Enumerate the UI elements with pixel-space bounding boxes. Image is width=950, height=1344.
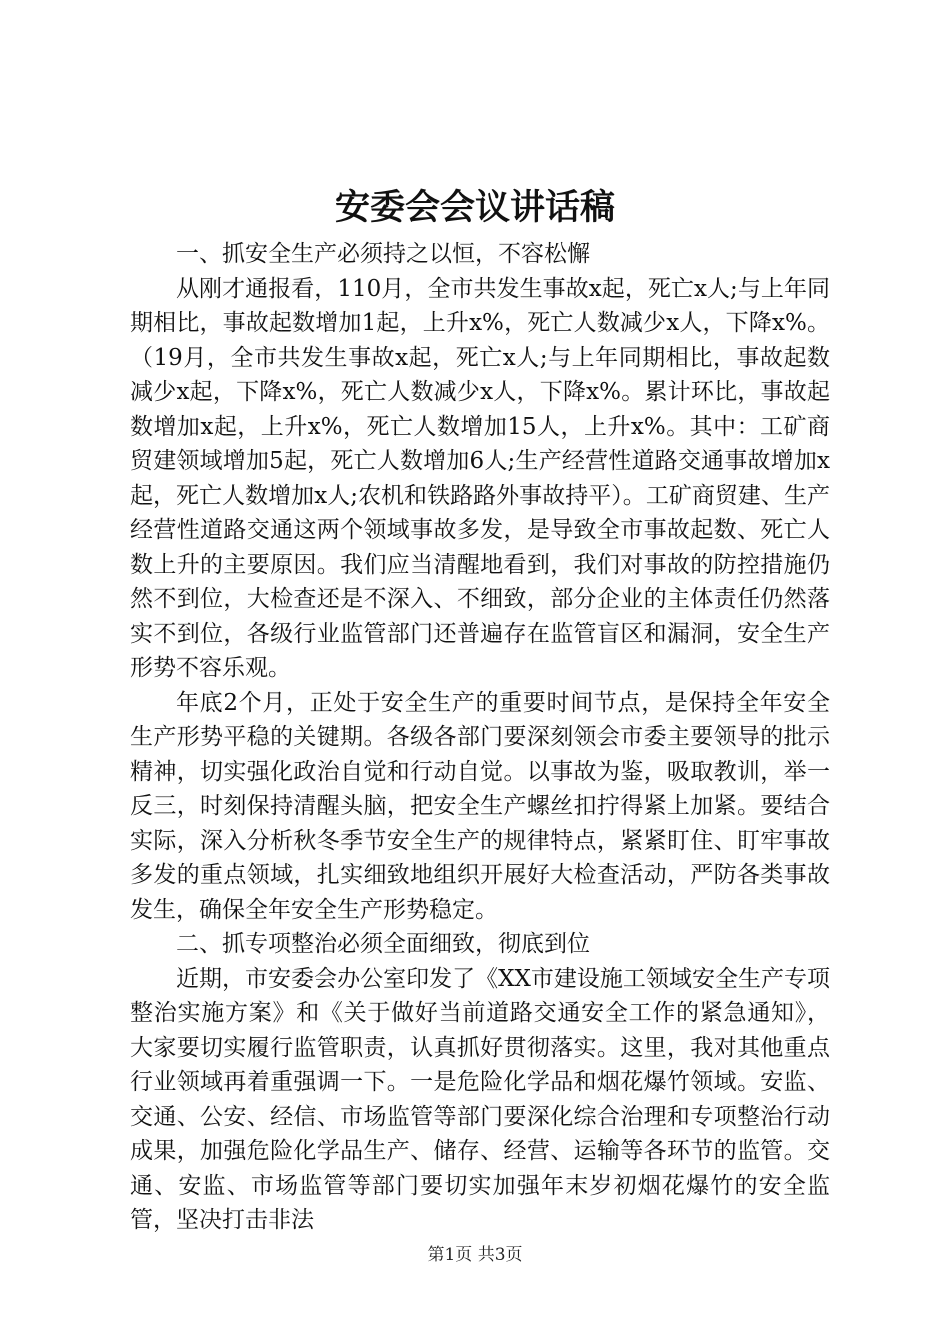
document-title: 安委会会议讲话稿 [334,187,615,228]
page-number: 第1页 [427,1245,473,1265]
body-paragraph: 年底2个月，正处于安全生产的重要时间节点，是保持全年安全生产形势平稳的关键期。各级各部门要深刻领会市委主要领导的批示精神，切实强化政治自觉和行动自觉。以事故为鉴，吸取教训，举一反三，时刻保持清醒头脑，把安全生产螺丝扣拧得紧上加紧。要结合实际，深入分析秋冬季节安全生产的规律特点，紧紧盯住、盯牢事故多发的重点领域，扎实细致地组织开展好大检查活动，严防各类事故发生，确保全年安全生产形势稳定。 [130,689,830,923]
section-heading: 一、抓安全生产必须持之以恒，不容松懈 [176,241,590,267]
page-total: 共3页 [477,1245,523,1265]
section-heading: 二、抓专项整治必须全面细致，彻底到位 [176,931,590,957]
document-body [130,237,830,1238]
body-paragraph: 近期，市安委会办公室印发了《XX市建设施工领域安全生产专项整治实施方案》和《关于做好当前道路交通安全工作的紧急通知》，大家要切实履行监管职责，认真抓好贯彻落实。这里，我对其他重点行业领域再着重强调一下。一是危险化学品和烟花爆竹领域。安监、交通、公安、经信、市场监管等部门要深化综合治理和专项整治行动成果，加强危险化学品生产、储存、经营、运输等各环节的监管。交通、安监、市场监管等部门要切实加强年末岁初烟花爆竹的安全监管，坚决打击非法 [130,965,830,1233]
body-paragraph: 从刚才通报看，110月，全市共发生事故x起，死亡x人;与上年同期相比，事故起数增加1起，上升x%，死亡人数减少x人，下降x%。（19月，全市共发生事故x起，死亡x人;与上年同期相比，事故起数减少x起，下降x%，死亡人数减少x人，下降x%。累计环比，事故起数增加x起，上升x%，死亡人数增加15人，上升x%。其中：工矿商贸建领域增加5起，死亡人数增加6人;生产经营性道路交通事故增加x起，死亡人数增加x人;农机和铁路路外事故持平）。工矿商贸建、生产经营性道路交通这两个领域事故多发，是导致全市事故起数、死亡人数上升的主要原因。我们应当清醒地看到，我们对事故的防控措施仍然不到位，大检查还是不深入、不细致，部分企业的主体责任仍然落实不到位，各级行业监管部门还普遍存在监管盲区和漏洞，安全生产形势不容乐观。 [130,275,830,681]
page-footer [0,1243,950,1267]
